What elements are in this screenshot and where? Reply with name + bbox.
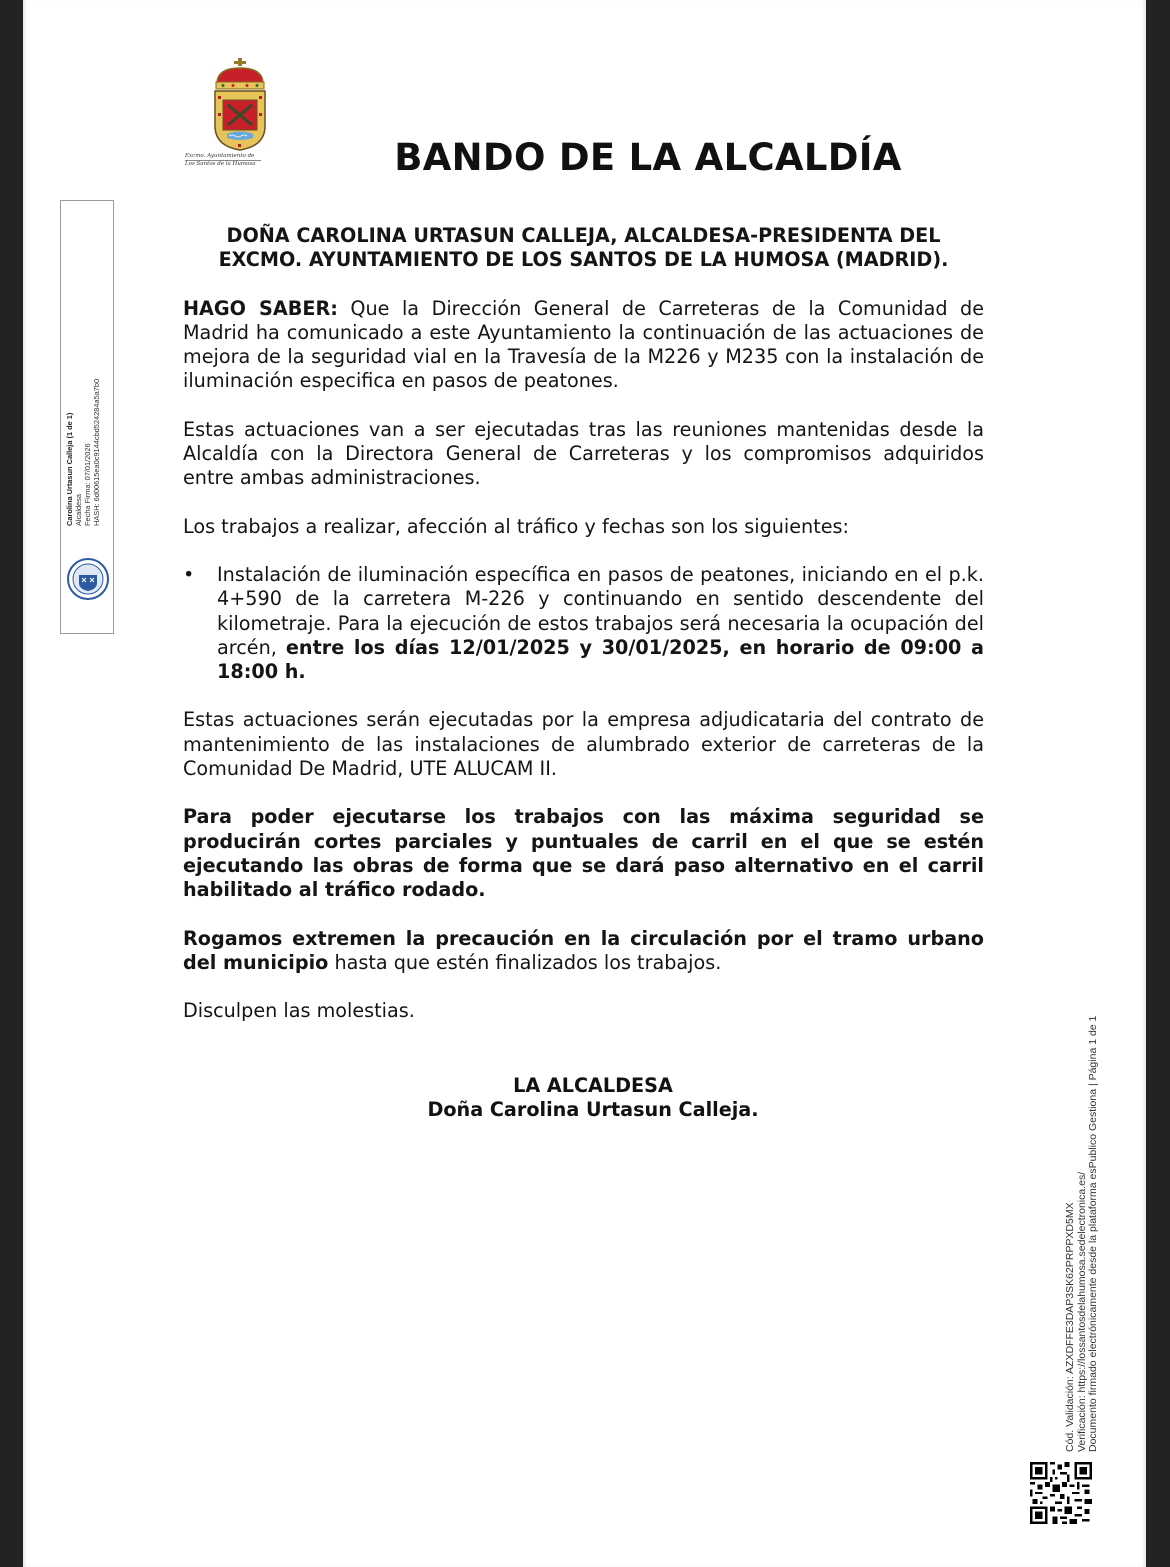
signature-stamp-text: [65, 206, 101, 526]
document-page: [23, 0, 1146, 1567]
paragraph-caution: [183, 927, 984, 976]
signature-stamp: [60, 200, 114, 634]
signer-name: Carolina Urtasun Calleja (1 de 1): [65, 412, 74, 526]
verification-footer: [1065, 972, 1100, 1452]
crest-caption-line2: Los Santos de la Humosa: [185, 160, 261, 168]
official-seal-icon: [66, 557, 110, 601]
platform-notice: Documento firmado electrónicamente desde la plataforma esPublico Gestiona | Página 1 de 1: [1087, 1015, 1099, 1452]
page-title: BANDO DE LA ALCALDÍA: [394, 136, 902, 179]
signature-date: Fecha Firma: 07/01/2026: [83, 443, 92, 526]
document-body: [183, 224, 984, 1047]
crest-caption-line1: Excmo. Ayuntamiento de: [185, 153, 255, 159]
signer-role: Alcaldesa: [74, 493, 83, 526]
paragraph-lane-closures: Para poder ejecutarse los trabajos con las máxima seguridad se producirán cortes parciales y puntuales de carril en el que se estén ejecutando las obras de forma que se dará paso alternativo en el carril habilitado al tráfico rodado.: [183, 805, 984, 902]
bullet-icon: •: [183, 562, 195, 586]
hago-saber-label: HAGO SABER:: [183, 296, 338, 320]
paragraph-meetings: Estas actuaciones van a ser ejecutadas tras las reuniones mantenidas desde la Alcaldía con la Directora General de Carreteras y los compromisos adquiridos entre ambas administraciones.: [183, 417, 984, 490]
qr-code-icon[interactable]: [1030, 1462, 1092, 1524]
paragraph-apology: Disculpen las molestias.: [183, 999, 415, 1023]
paragraph-works-intro: Los trabajos a realizar, afección al tráfico y fechas son los siguientes:: [183, 514, 849, 538]
hago-saber-text: Que la Dirección General de Carreteras de la Comunidad de Madrid ha comunicado a este Ayuntamiento la continuación de las actuaciones de mejora de la seguridad vial en la Travesía de la M226 y M235 con la instalación de iluminación especifica en pasos de peatones.: [183, 296, 985, 393]
paragraph-hago-saber: [183, 297, 984, 394]
bullet-text: Instalación de iluminación específica en pasos de peatones, iniciando en el p.k. 4+590 de la carretera M-226 y continuando en sentido descendente del kilometraje. Para la ejecución de estos trabajos será necesaria la ocupación del arcén,: [217, 562, 984, 659]
caution-bold: Rogamos extremen la precaución en la circulación por el tramo urbano del municipio: [183, 926, 984, 974]
verification-url: Verificación: https://lossantosdelahumosa.sedelectronica.es/: [1075, 1171, 1088, 1452]
signature-hash: HASH: 6d00615ea0c9144cbd524284a5a7b0: [92, 378, 101, 526]
validation-code: Cód. Validación: AZXDFFE3DAP3SK62PRPPXD5MX: [1064, 1202, 1076, 1452]
mayor-heading: DOÑA CAROLINA URTASUN CALLEJA, ALCALDESA-PRESIDENTA DEL EXCMO. AYUNTAMIENTO DE LOS SANTOS DE LA HUMOSA (MADRID).: [218, 224, 949, 272]
signature-name: Doña Carolina Urtasun Calleja.: [427, 1098, 759, 1122]
paragraph-contractor: Estas actuaciones serán ejecutadas por la empresa adjudicataria del contrato de mantenimiento de las instalaciones de alumbrado exterior de carreteras de la Comunidad De Madrid, UTE ALUCAM II.: [183, 708, 984, 781]
mayor-signature: [343, 1074, 843, 1123]
signature-title: LA ALCALDESA: [513, 1074, 673, 1097]
caution-text: hasta que estén finalizados los trabajos.: [328, 950, 722, 974]
bullet-dates: entre los días 12/01/2025 y 30/01/2025, en horario de 09:00 a 18:00 h.: [217, 635, 984, 684]
crest-caption: [185, 153, 261, 168]
list-item: [183, 563, 984, 684]
